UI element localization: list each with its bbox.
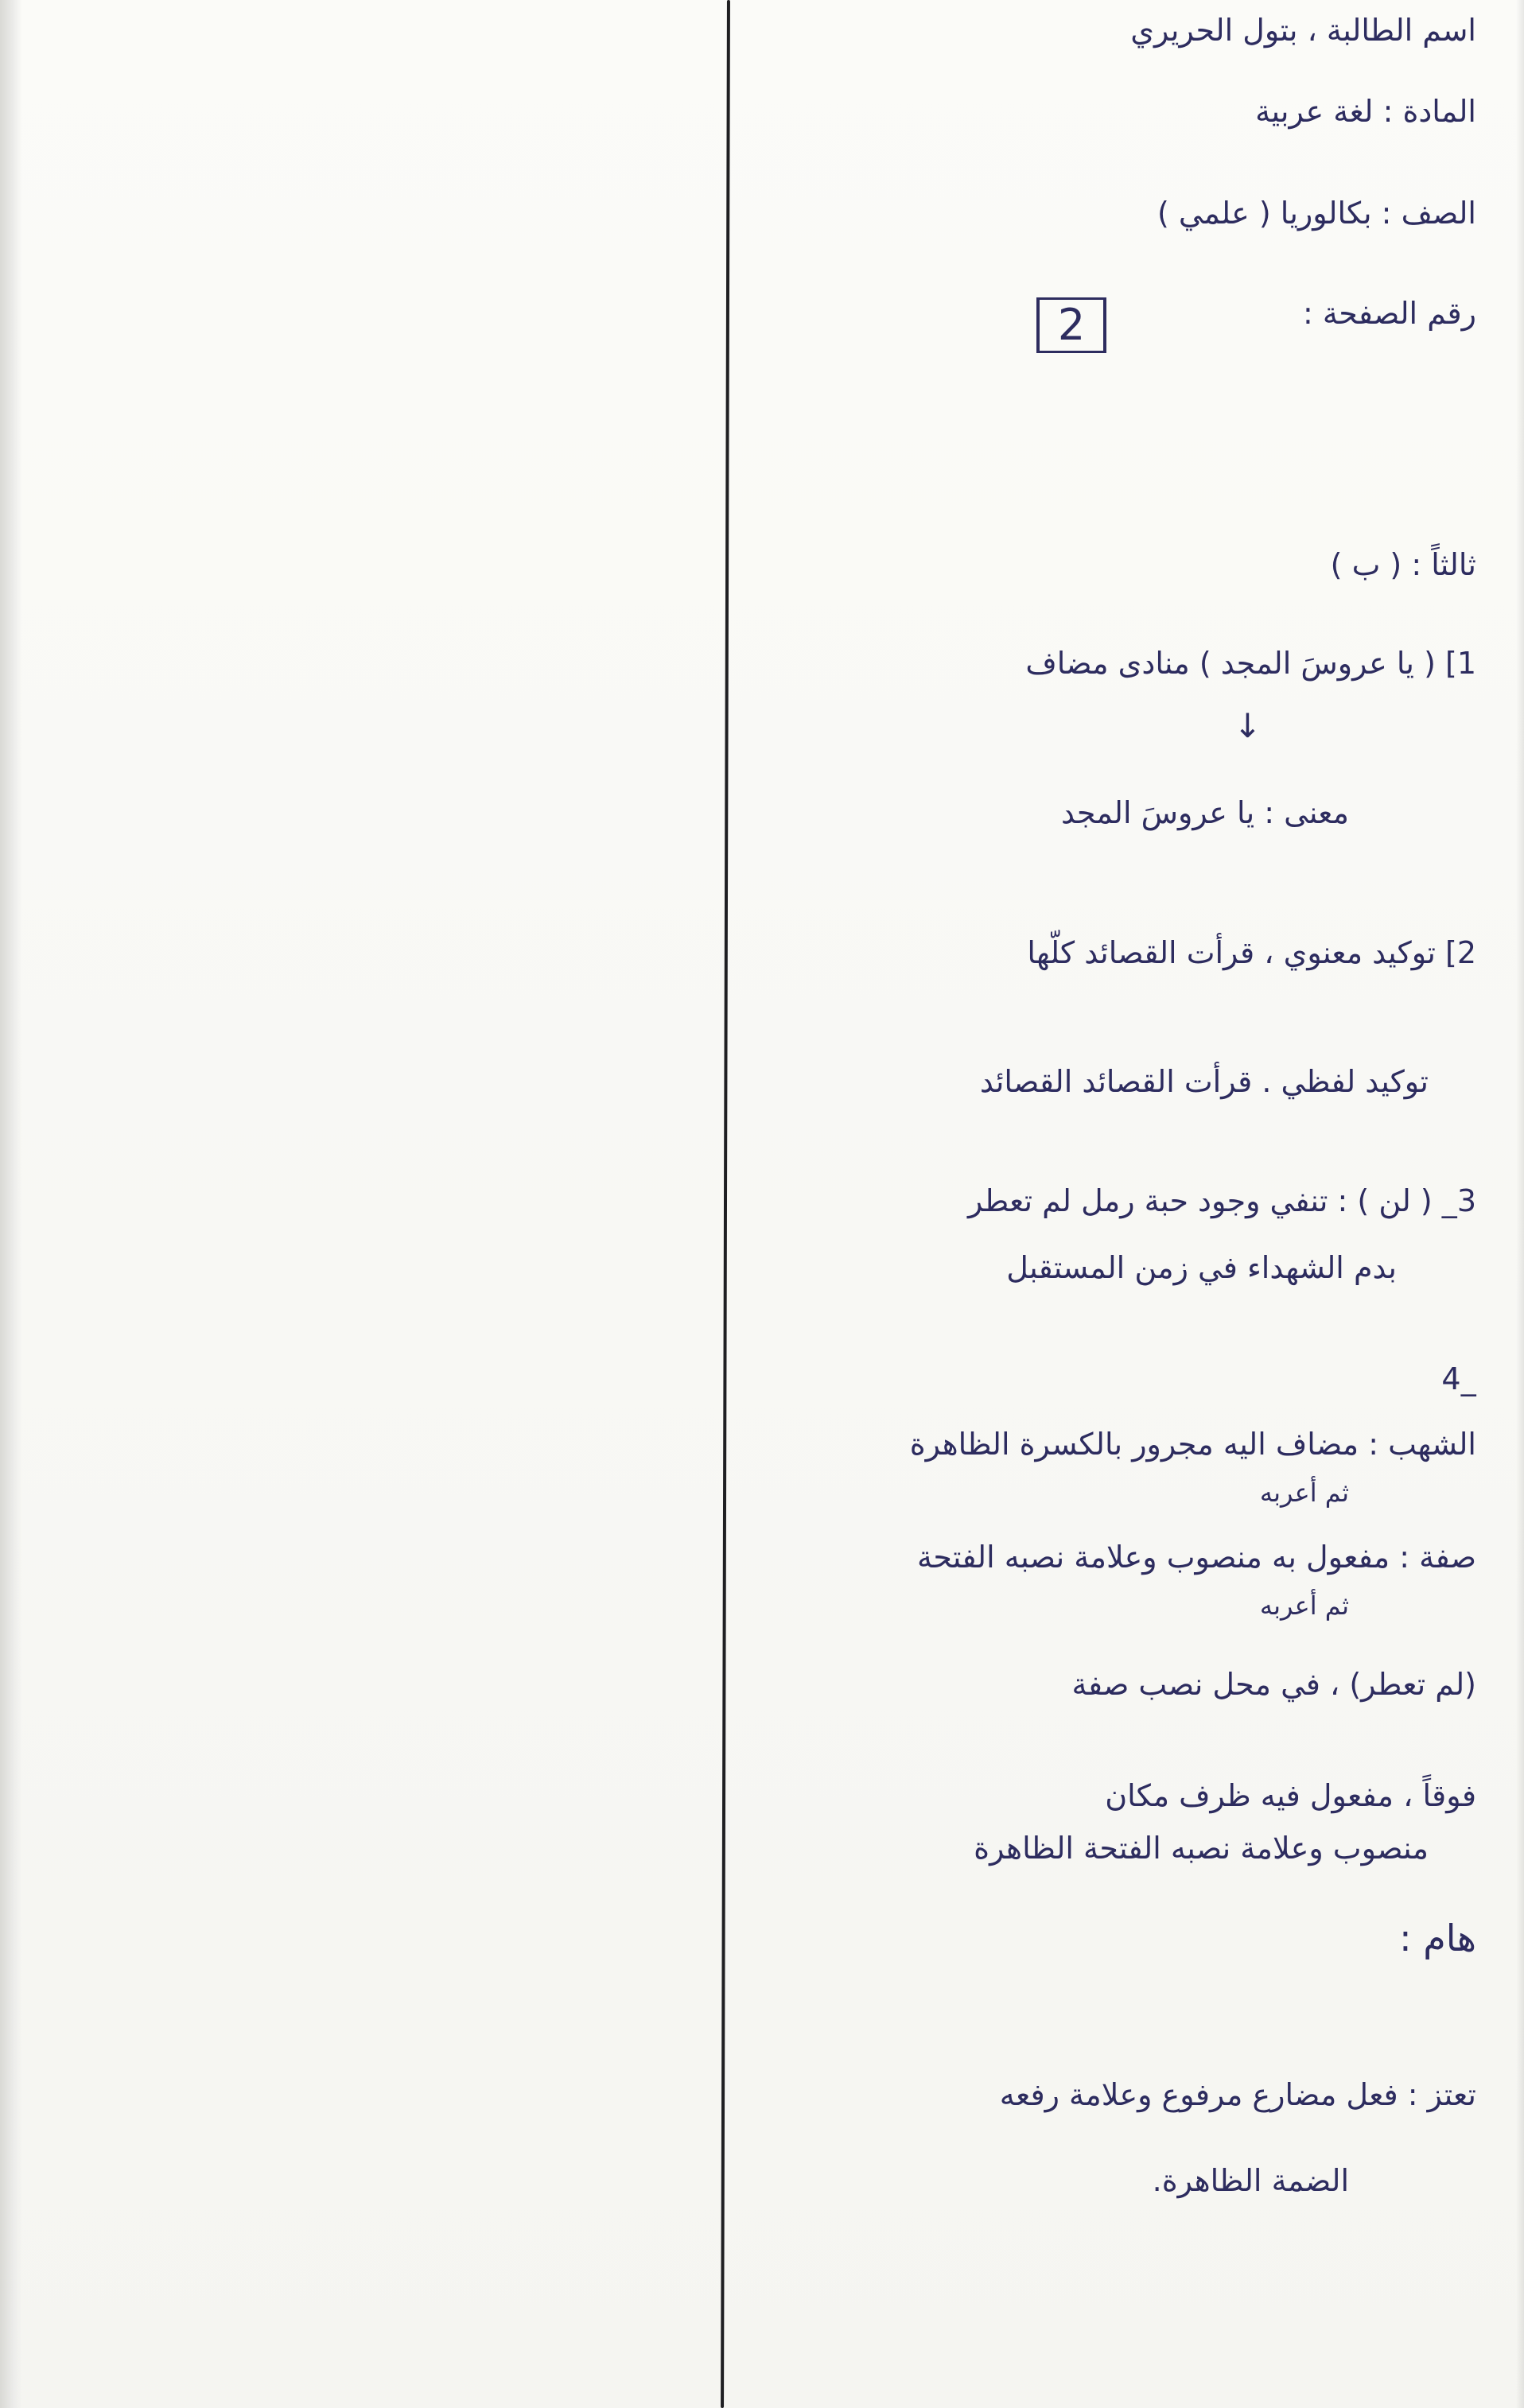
class-line: الصف : بكالوريا ( علمي ) xyxy=(1157,196,1476,231)
closing-line-2: الضمة الظاهرة. xyxy=(1152,2163,1349,2198)
item-4-line-9: هام : xyxy=(1399,1917,1476,1959)
section-title: ثالثاً : ( ب ) xyxy=(1330,547,1476,582)
item-2-line-1: 2] توكيد معنوي ، قرأت القصائد كلّها xyxy=(1027,935,1476,970)
page-number-box: 2 xyxy=(1036,297,1106,353)
item-4-line-4: صفة : مفعول به منصوب وعلامة نصبه الفتحة xyxy=(916,1540,1476,1575)
down-arrow-icon: ↓ xyxy=(1233,706,1262,745)
margin-line xyxy=(721,0,730,2408)
item-4-line-8: منصوب وعلامة نصبه الفتحة الظاهرة xyxy=(974,1831,1429,1866)
item-4-line-2: الشهب : مضاف اليه مجرور بالكسرة الظاهرة xyxy=(909,1427,1476,1462)
item-4-label: 4_ xyxy=(1441,1361,1476,1396)
item-1-line-1: 1] ( يا عروسَ المجد ) منادى مضاف xyxy=(1025,646,1476,681)
item-4-line-6: (لم تعطر) ، في محل نصب صفة xyxy=(1071,1667,1476,1702)
closing-line-1: تعتز : فعل مضارع مرفوع وعلامة رفعه xyxy=(999,2077,1476,2112)
page-edge xyxy=(0,0,22,2408)
item-1-line-2: معنى : يا عروسَ المجد xyxy=(1060,795,1349,830)
item-3-line-1: 3_ ( لن ) : تنفي وجود حبة رمل لم تعطر xyxy=(968,1183,1476,1218)
item-4-line-7: فوقاً ، مفعول فيه ظرف مكان xyxy=(1105,1778,1476,1813)
subject-line: المادة : لغة عربية xyxy=(1255,94,1476,129)
item-4-line-3: ثم أعربه xyxy=(1259,1478,1349,1508)
item-2-line-2: توكيد لفظي . قرأت القصائد القصائد xyxy=(979,1064,1429,1099)
item-4-line-5: ثم أعربه xyxy=(1259,1590,1349,1621)
item-3-line-2: بدم الشهداء في زمن المستقبل xyxy=(1006,1250,1397,1285)
student-name: اسم الطالبة ، بتول الحريري xyxy=(1130,13,1476,48)
page-number-label: رقم الصفحة : xyxy=(1303,296,1476,331)
page-shadow xyxy=(1516,0,1524,2408)
